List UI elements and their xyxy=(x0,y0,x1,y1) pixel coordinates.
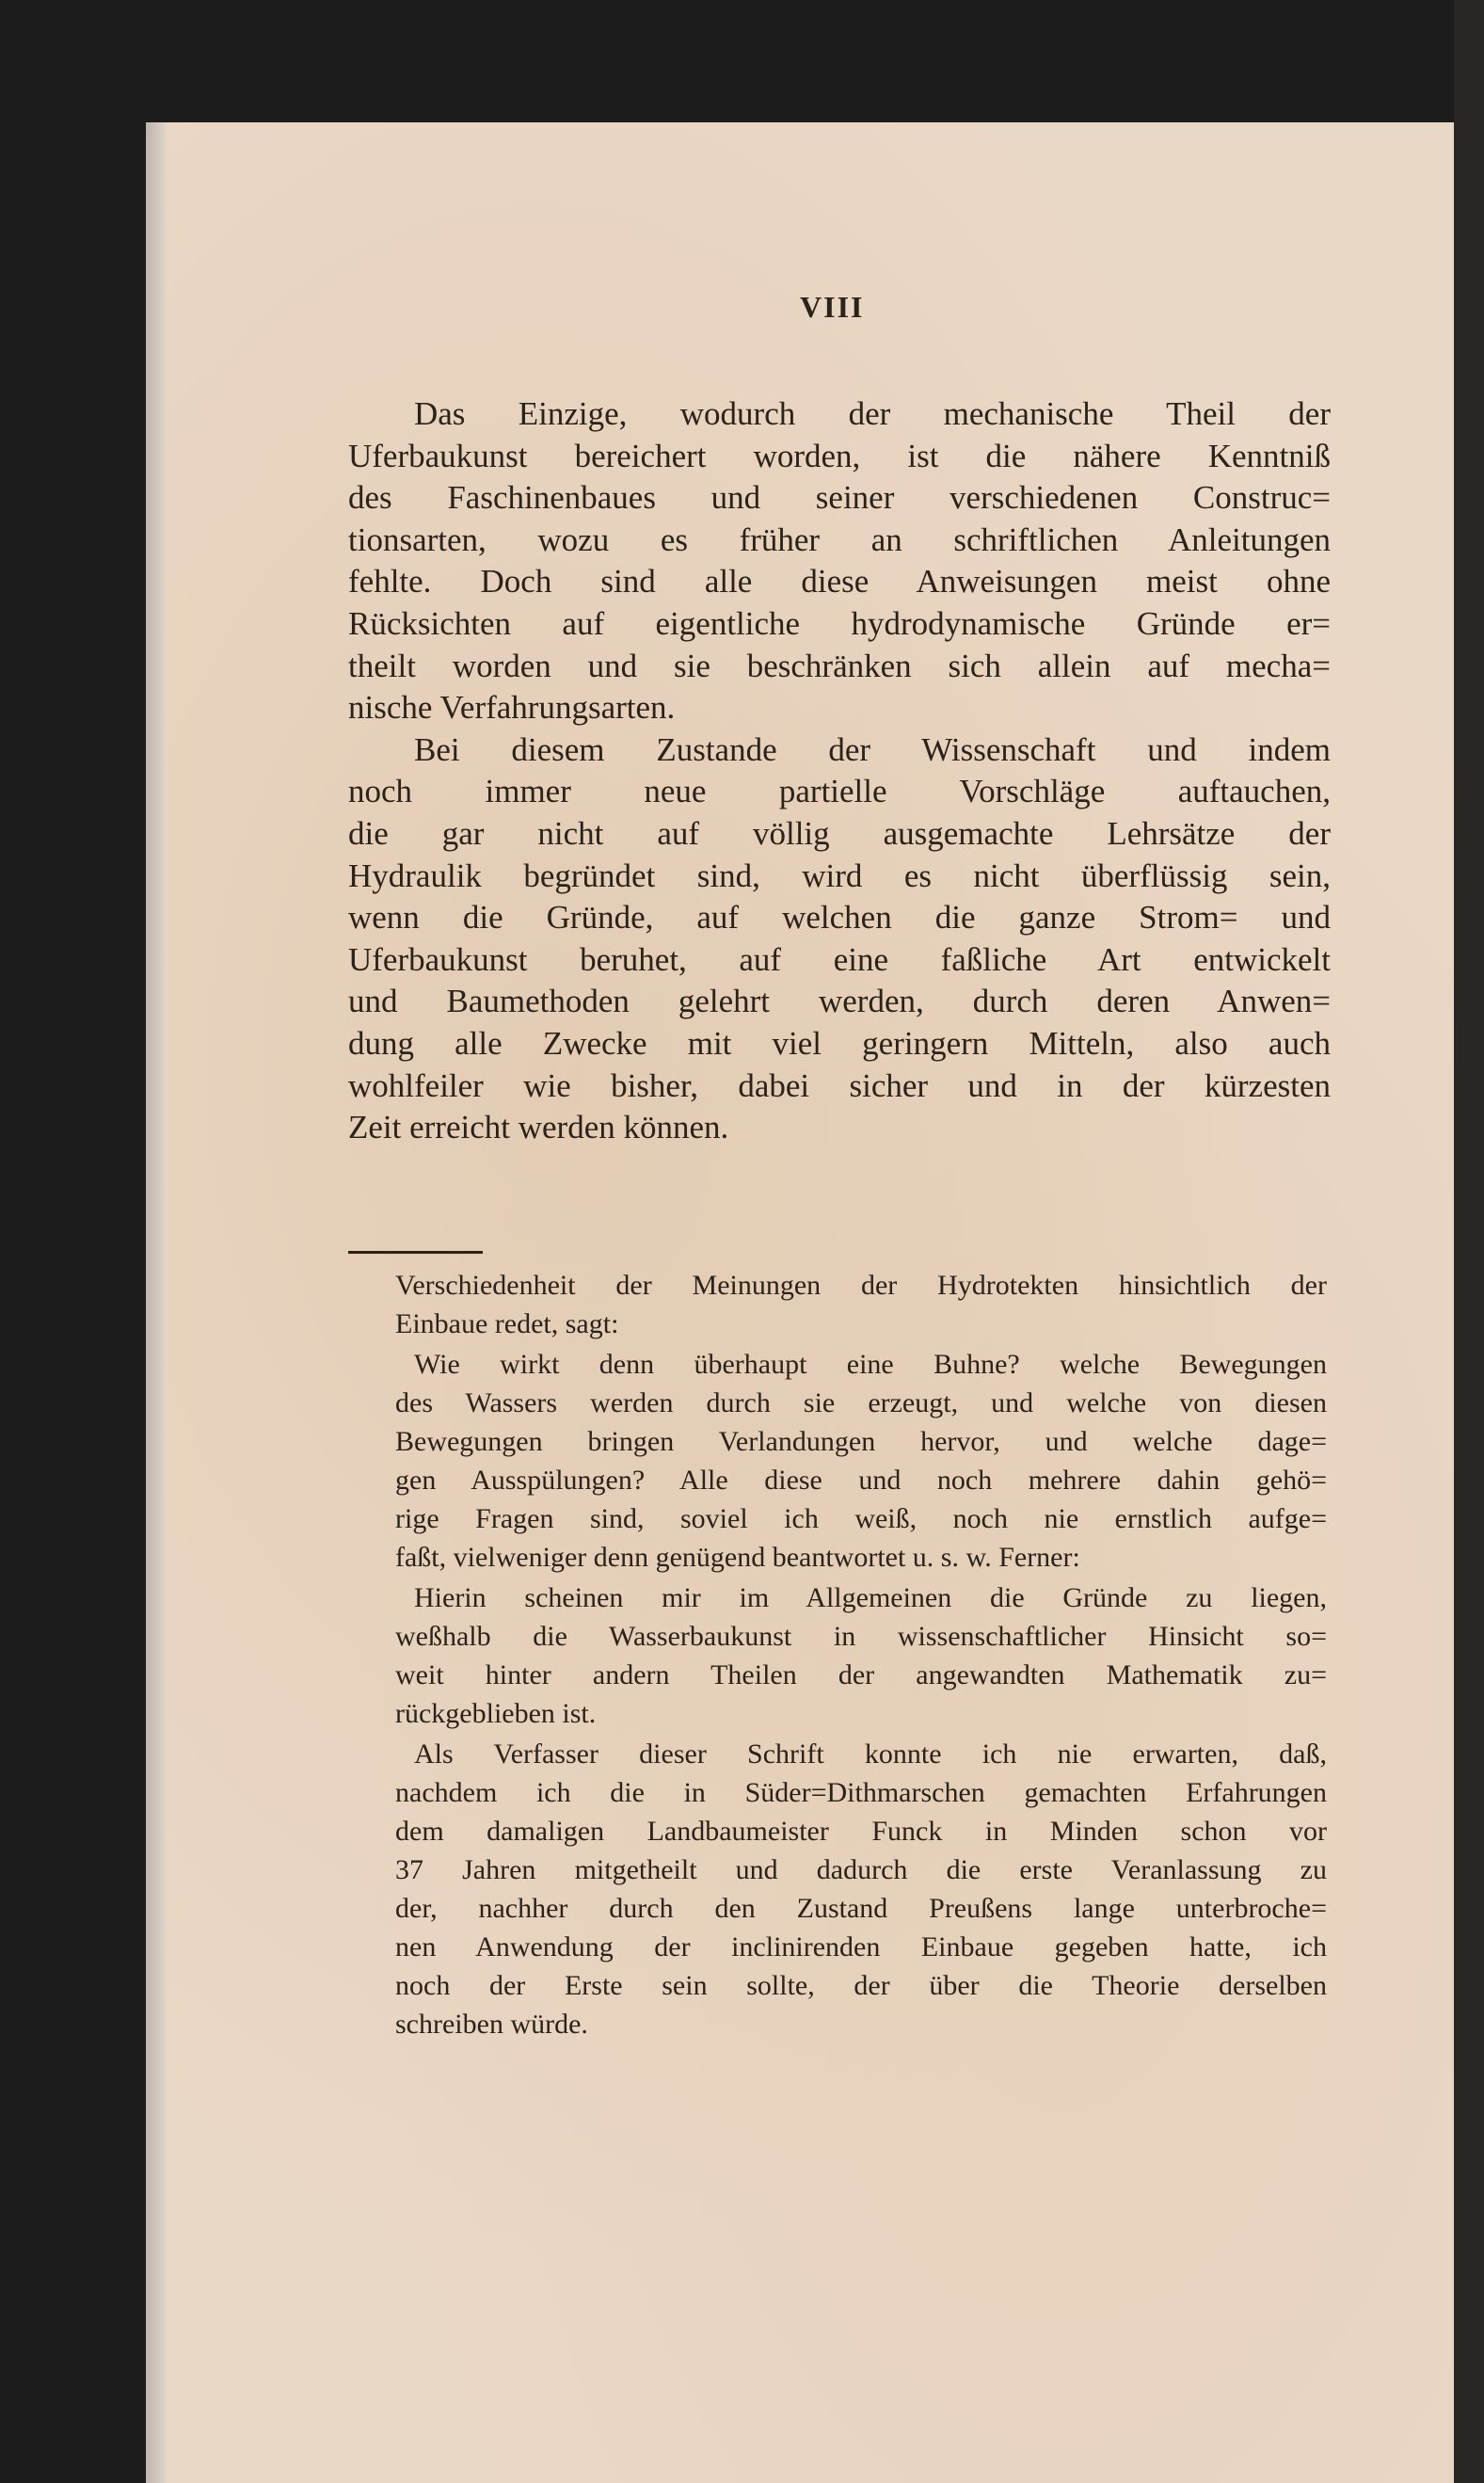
text-line: die gar nicht auf völlig ausgemachte Lehrsätze der xyxy=(348,814,1331,852)
text-line: gen Ausspülungen? Alle diese und noch mehrere dahin gehö= xyxy=(395,1465,1327,1496)
footnote-text xyxy=(395,1266,1327,2043)
text-line: des Faschinenbaues und seiner verschiedenen Construc= xyxy=(348,479,1331,517)
text-line: weßhalb die Wasserbaukunst in wissenschaftlicher Hinsicht so= xyxy=(395,1621,1327,1652)
text-line: rige Fragen sind, soviel ich weiß, noch nie ernstlich aufge= xyxy=(395,1503,1327,1534)
text-line: Bei diesem Zustande der Wissenschaft und indem xyxy=(414,730,1331,768)
text-line: Rücksichten auf eigentliche hydrodynamische Gründe er= xyxy=(348,604,1331,642)
text-line: Verschiedenheit der Meinungen der Hydrotekten hinsichtlich der xyxy=(395,1270,1327,1301)
text-line: der, nachher durch den Zustand Preußens lange unterbroche= xyxy=(395,1893,1327,1924)
text-line: Uferbaukunst bereichert worden, ist die nähere Kenntniß xyxy=(348,437,1331,474)
text-line: Zeit erreicht werden können. xyxy=(348,1109,729,1146)
page-binding-edge xyxy=(146,122,167,2483)
page-number: VIII xyxy=(800,290,865,324)
footnote-paragraph xyxy=(395,1266,1327,1343)
text-line: Wie wirkt denn überhaupt eine Buhne? welche Bewegungen xyxy=(414,1349,1327,1380)
footnote-paragraph xyxy=(395,1345,1327,1577)
text-line: schreiben würde. xyxy=(395,2009,588,2040)
text-line: theilt worden und sie beschränken sich allein auf mecha= xyxy=(348,647,1331,684)
text-line: Das Einzige, wodurch der mechanische Theil der xyxy=(414,395,1331,432)
text-line: Bewegungen bringen Verlandungen hervor, und welche dage= xyxy=(395,1426,1327,1457)
text-line: weit hinter andern Theilen der angewandten Mathematik zu= xyxy=(395,1659,1327,1690)
footnote-paragraph xyxy=(395,1735,1327,2043)
text-line: fehlte. Doch sind alle diese Anweisungen meist ohne xyxy=(348,563,1331,601)
text-line: rückgeblieben ist. xyxy=(395,1698,597,1729)
footnote-paragraph xyxy=(395,1578,1327,1733)
text-line: noch der Erste sein sollte, der über die Theorie derselben xyxy=(395,1970,1327,2001)
paragraph xyxy=(348,393,1331,729)
text-line: noch immer neue partielle Vorschläge auftauchen, xyxy=(348,773,1331,810)
text-line: nachdem ich die in Süder=Dithmarschen gemachten Erfahrungen xyxy=(395,1777,1327,1808)
text-line: 37 Jahren mitgetheilt und dadurch die erste Veranlassung zu xyxy=(395,1854,1327,1885)
paragraph xyxy=(348,729,1331,1149)
text-line: wenn die Gründe, auf welchen die ganze Strom= und xyxy=(348,899,1331,937)
text-line: wohlfeiler wie bisher, dabei sicher und in der kürzesten xyxy=(348,1066,1331,1104)
text-line: faßt, vielweniger denn genügend beantwortet u. s. w. Ferner: xyxy=(395,1542,1080,1573)
footnote-separator-rule xyxy=(348,1251,483,1254)
text-line: nische Verfahrungsarten. xyxy=(348,689,676,727)
text-line: Als Verfasser dieser Schrift konnte ich nie erwarten, daß, xyxy=(414,1738,1327,1770)
text-line: nen Anwendung der inclinirenden Einbaue gegeben hatte, ich xyxy=(395,1931,1327,1962)
text-line: Einbaue redet, sagt: xyxy=(395,1308,619,1339)
text-line: dem damaligen Landbaumeister Funck in Minden schon vor xyxy=(395,1816,1327,1847)
text-line: dung alle Zwecke mit viel geringern Mitteln, also auch xyxy=(348,1024,1331,1062)
text-line: Hydraulik begründet sind, wird es nicht überflüssig sein, xyxy=(348,857,1331,894)
text-line: Uferbaukunst beruhet, auf eine faßliche Art entwickelt xyxy=(348,940,1331,978)
text-line: und Baumethoden gelehrt werden, durch deren Anwen= xyxy=(348,983,1331,1020)
text-line: des Wassers werden durch sie erzeugt, und welche von diesen xyxy=(395,1387,1327,1418)
text-line: Hierin scheinen mir im Allgemeinen die Gründe zu liegen, xyxy=(414,1582,1327,1613)
main-text xyxy=(348,393,1331,1149)
scan-background-edge xyxy=(1454,0,1484,2483)
text-line: tionsarten, wozu es früher an schriftlichen Anleitungen xyxy=(348,521,1331,558)
